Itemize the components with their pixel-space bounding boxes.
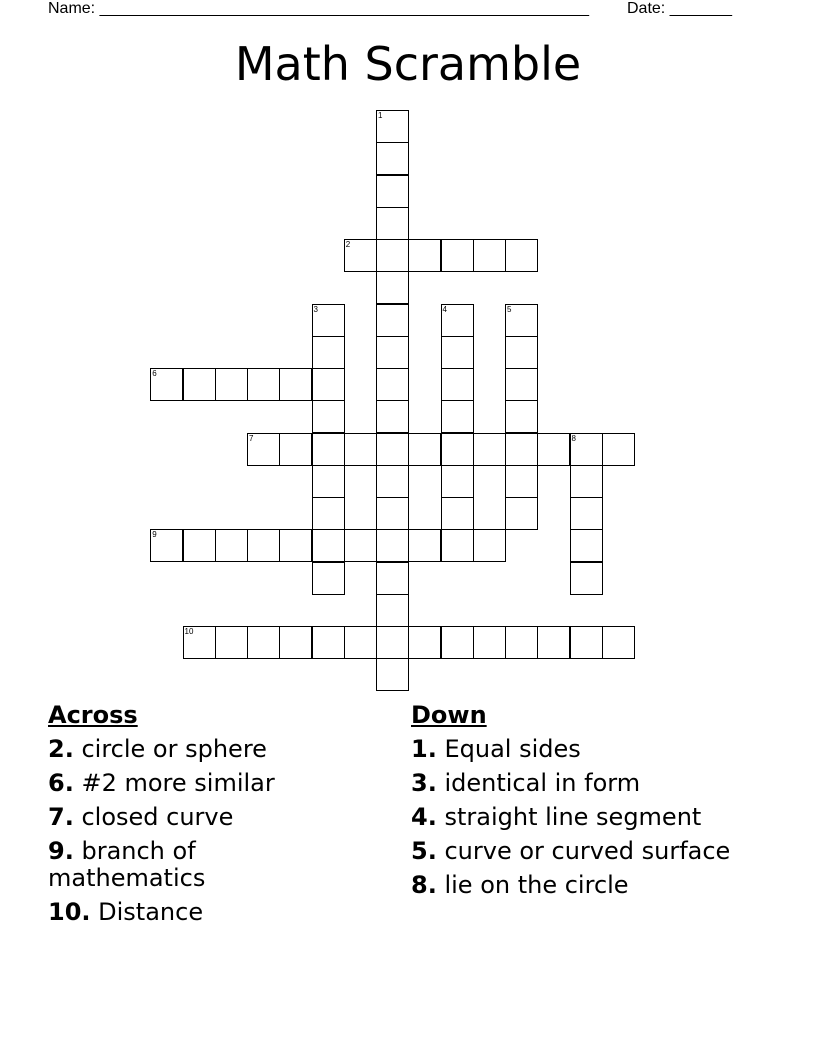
crossword-cell[interactable]	[408, 433, 441, 466]
crossword-cell[interactable]	[441, 433, 474, 466]
across-clues	[48, 702, 348, 933]
clue-text: straight line segment	[444, 803, 702, 831]
crossword-cell[interactable]	[376, 433, 409, 466]
crossword-cell[interactable]	[505, 239, 538, 272]
crossword-cell[interactable]	[505, 368, 538, 401]
crossword-cell[interactable]	[441, 497, 474, 530]
crossword-cell[interactable]	[376, 400, 409, 433]
crossword-cell[interactable]	[376, 626, 409, 659]
crossword-cell[interactable]	[505, 497, 538, 530]
down-clue	[411, 804, 741, 831]
clue-number-label: 6	[152, 369, 157, 378]
clue-number-label: 8	[571, 433, 576, 443]
clue-text: closed curve	[81, 803, 234, 831]
crossword-cell[interactable]	[279, 626, 312, 659]
clue-text: Equal sides	[444, 735, 581, 763]
crossword-cell[interactable]	[441, 465, 474, 498]
across-clue	[48, 736, 348, 763]
crossword-cell[interactable]	[312, 336, 345, 369]
down-heading: Down	[411, 701, 487, 729]
crossword-cell[interactable]	[376, 497, 409, 530]
clue-number-label: 7	[249, 433, 254, 443]
clue-number: 9.	[48, 837, 74, 865]
clue-number: 3.	[411, 769, 437, 797]
down-clue	[411, 736, 741, 763]
crossword-cell[interactable]	[376, 336, 409, 369]
crossword-cell[interactable]	[376, 529, 409, 562]
crossword-cell[interactable]	[312, 433, 345, 466]
crossword-cell[interactable]	[376, 368, 409, 401]
crossword-cell[interactable]	[473, 433, 506, 466]
across-clue	[48, 838, 348, 892]
crossword-cell[interactable]	[312, 529, 345, 562]
clue-number: 10.	[48, 898, 91, 926]
clue-number-label: 2	[345, 240, 351, 249]
crossword-cell[interactable]	[505, 336, 538, 369]
crossword-cell[interactable]	[570, 433, 603, 466]
crossword-cell[interactable]	[441, 529, 474, 562]
crossword-cell[interactable]	[215, 368, 248, 401]
clue-number: 4.	[411, 803, 437, 831]
crossword-cell[interactable]	[183, 368, 216, 401]
crossword-cell[interactable]	[247, 368, 280, 401]
clue-text: branch of mathematics	[48, 837, 206, 892]
crossword-cell[interactable]	[505, 433, 538, 466]
crossword-cell[interactable]	[376, 594, 409, 627]
crossword-cell[interactable]	[570, 529, 603, 562]
down-clue	[411, 770, 741, 797]
crossword-cell[interactable]	[537, 626, 570, 659]
crossword-cell[interactable]	[376, 110, 409, 143]
clue-number: 7.	[48, 803, 74, 831]
crossword-cell[interactable]	[279, 433, 312, 466]
down-clues	[411, 702, 741, 906]
crossword-cell[interactable]	[344, 239, 377, 272]
crossword-cell[interactable]	[505, 400, 538, 433]
crossword-cell[interactable]	[376, 562, 409, 595]
clue-number-label: 3	[313, 304, 318, 314]
crossword-cell[interactable]	[344, 433, 377, 466]
crossword-cell[interactable]	[344, 529, 377, 562]
clue-number: 5.	[411, 837, 437, 865]
across-clue	[48, 770, 348, 797]
across-clue	[48, 899, 348, 926]
clue-number: 6.	[48, 769, 74, 797]
crossword-cell[interactable]	[441, 239, 474, 272]
crossword-cell[interactable]	[505, 626, 538, 659]
crossword-cell[interactable]	[344, 626, 377, 659]
clue-number-label: 5	[507, 304, 512, 314]
crossword-cell[interactable]	[537, 433, 570, 466]
clue-number-label: 9	[152, 530, 157, 540]
crossword-cell[interactable]	[570, 465, 603, 498]
clue-text: Distance	[98, 898, 204, 926]
crossword-cell[interactable]	[183, 626, 216, 659]
clue-number-label: 4	[442, 304, 447, 314]
crossword-cell[interactable]	[215, 626, 248, 659]
clue-text: #2 more similar	[81, 769, 275, 797]
crossword-cell[interactable]	[441, 304, 474, 337]
crossword-cell[interactable]	[441, 336, 474, 369]
crossword-cell[interactable]	[150, 529, 183, 562]
crossword-cell[interactable]	[376, 304, 409, 337]
crossword-cell[interactable]	[247, 626, 280, 659]
crossword-cell[interactable]	[247, 529, 280, 562]
name-field-line: Name: _______________________________________________________	[48, 0, 589, 17]
crossword-cell[interactable]	[183, 529, 216, 562]
crossword-cell[interactable]	[570, 562, 603, 595]
crossword-cell[interactable]	[602, 626, 635, 659]
down-clue	[411, 838, 741, 865]
crossword-cell[interactable]	[408, 239, 441, 272]
clue-text: identical in form	[444, 769, 641, 797]
crossword-cell[interactable]	[570, 497, 603, 530]
crossword-cell[interactable]	[408, 529, 441, 562]
crossword-cell[interactable]	[473, 239, 506, 272]
crossword-cell[interactable]	[570, 626, 603, 659]
crossword-cell[interactable]	[150, 368, 183, 401]
crossword-cell[interactable]	[376, 271, 409, 304]
crossword-cell[interactable]	[312, 368, 345, 401]
crossword-cell[interactable]	[441, 400, 474, 433]
crossword-cell[interactable]	[441, 368, 474, 401]
crossword-cell[interactable]	[376, 658, 409, 691]
crossword-cell[interactable]	[505, 465, 538, 498]
clue-text: circle or sphere	[81, 735, 267, 763]
crossword-cell[interactable]	[602, 433, 635, 466]
crossword-cell[interactable]	[376, 465, 409, 498]
crossword-cell[interactable]	[376, 239, 409, 272]
crossword-cell[interactable]	[312, 626, 345, 659]
crossword-cell[interactable]	[376, 142, 409, 175]
crossword-cell[interactable]	[279, 529, 312, 562]
crossword-cell[interactable]	[215, 529, 248, 562]
crossword-cell[interactable]	[473, 626, 506, 659]
crossword-cell[interactable]	[312, 465, 345, 498]
clue-text: curve or curved surface	[444, 837, 731, 865]
clue-number: 2.	[48, 735, 74, 763]
crossword-cell[interactable]	[441, 626, 474, 659]
page-title: Math Scramble	[234, 37, 582, 91]
crossword-cell[interactable]	[376, 175, 409, 208]
date-field-line: Date: _______	[627, 0, 732, 17]
crossword-cell[interactable]	[247, 433, 280, 466]
crossword-cell[interactable]	[376, 207, 409, 240]
crossword-cell[interactable]	[312, 562, 345, 595]
clue-number: 8.	[411, 871, 437, 899]
clue-number-label: 10	[184, 627, 194, 636]
crossword-cell[interactable]	[312, 400, 345, 433]
crossword-cell[interactable]	[312, 497, 345, 530]
crossword-cell[interactable]	[473, 529, 506, 562]
across-heading: Across	[48, 701, 138, 729]
across-clue	[48, 804, 348, 831]
crossword-cell[interactable]	[279, 368, 312, 401]
crossword-cell[interactable]	[312, 304, 345, 337]
clue-number: 1.	[411, 735, 437, 763]
clue-text: lie on the circle	[444, 871, 629, 899]
crossword-cell[interactable]	[408, 626, 441, 659]
down-clue	[411, 872, 741, 899]
crossword-cell[interactable]	[505, 304, 538, 337]
clue-number-label: 1	[378, 111, 383, 120]
